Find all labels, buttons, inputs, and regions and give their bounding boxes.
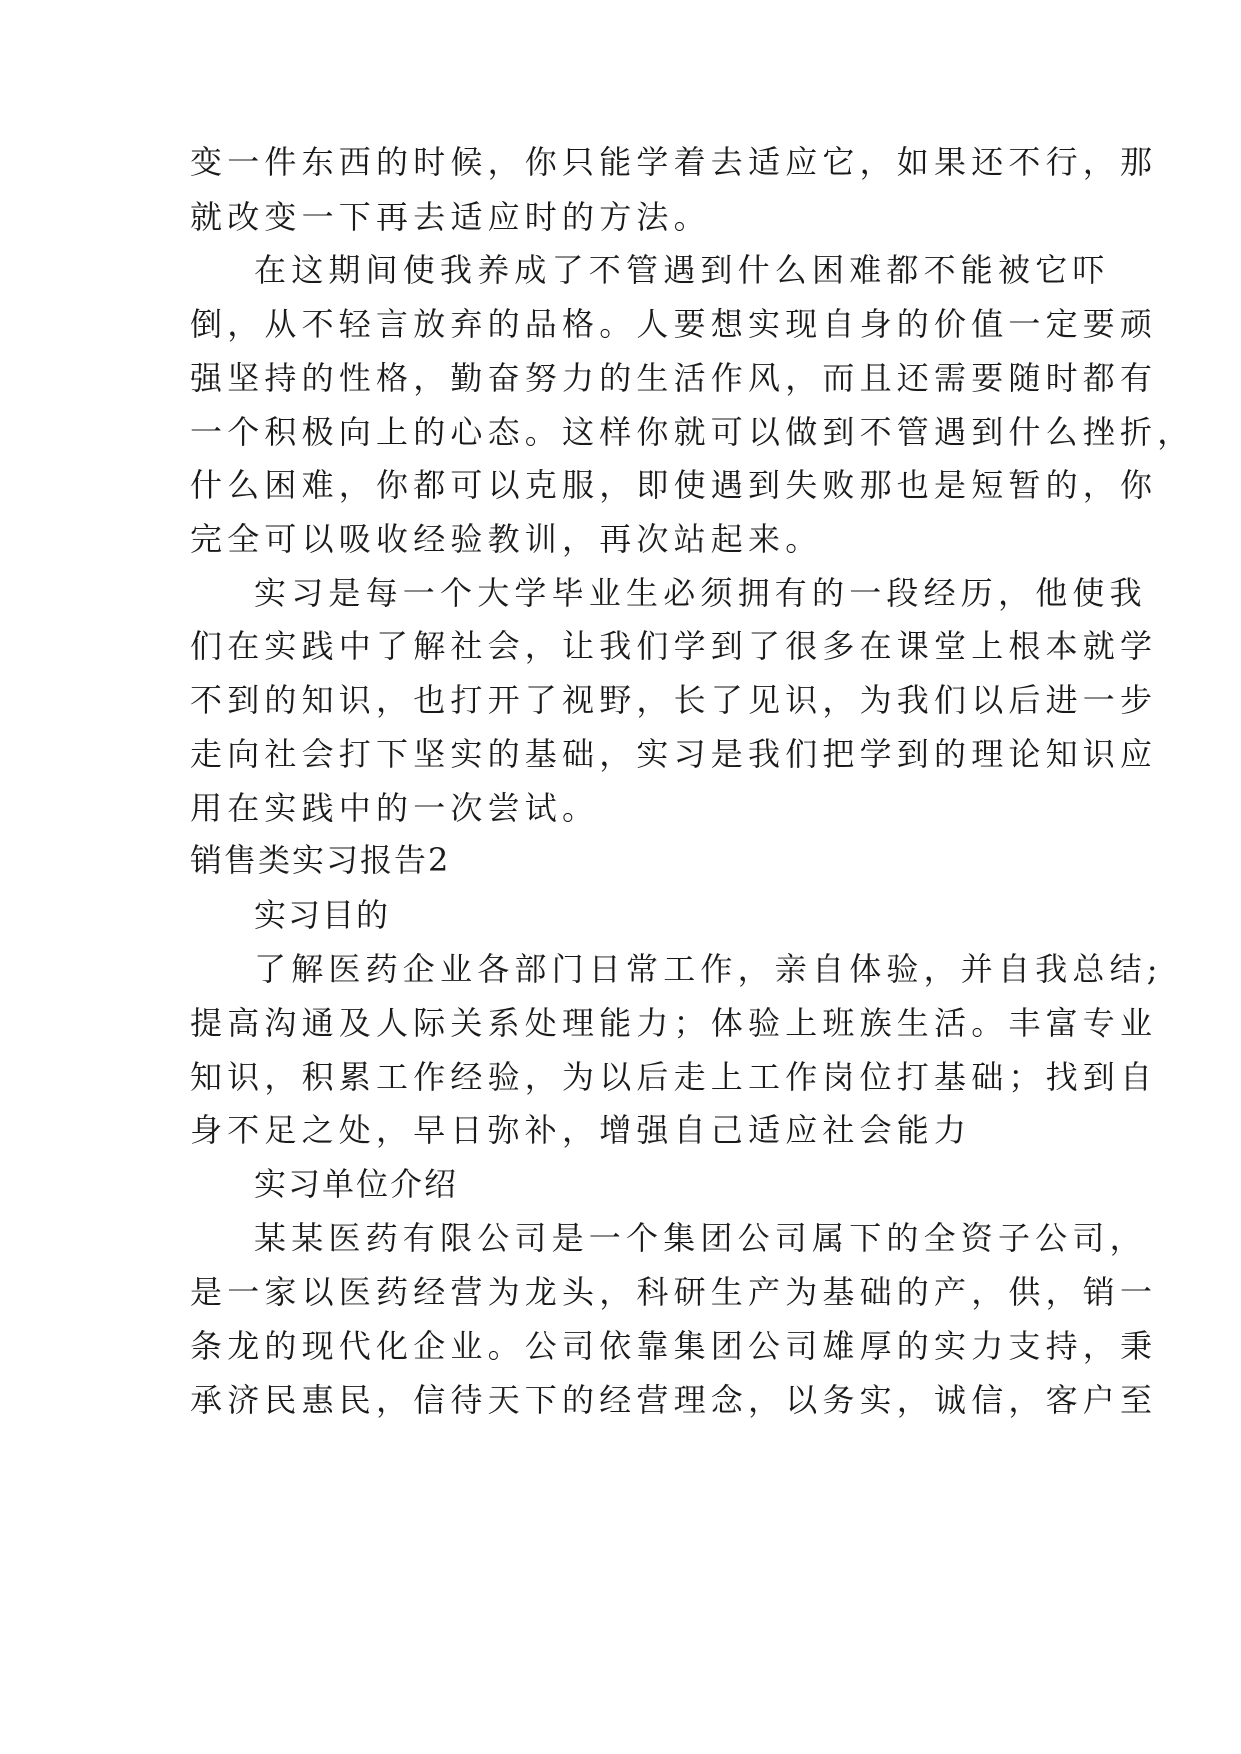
subheading: 实习单位介绍 — [254, 1165, 459, 1203]
paragraph-line: 是一家以医药经营为龙头，科研生产为基础的产，供，销一 — [190, 1273, 1158, 1311]
paragraph-line: 知识，积累工作经验，为以后走上工作岗位打基础；找到自 — [190, 1058, 1158, 1096]
paragraph-line: 变一件东西的时候，你只能学着去适应它，如果还不行，那 — [190, 143, 1158, 181]
paragraph-line: 们在实践中了解社会，让我们学到了很多在课堂上根本就学 — [190, 627, 1158, 665]
paragraph-line: 用在实践中的一次尝试。 — [190, 789, 600, 827]
paragraph-line: 身不足之处，早日弥补，增强自己适应社会能力 — [190, 1111, 972, 1149]
paragraph-line: 一个积极向上的心态。这样你就可以做到不管遇到什么挫折， — [190, 413, 1195, 451]
paragraph-line: 在这期间使我养成了不管遇到什么困难都不能被它吓 — [254, 251, 1110, 289]
paragraph-line: 某某医药有限公司是一个集团公司属下的全资子公司， — [254, 1219, 1147, 1257]
subheading: 实习目的 — [254, 896, 391, 934]
paragraph-line: 提高沟通及人际关系处理能力；体验上班族生活。丰富专业 — [190, 1004, 1158, 1042]
paragraph-line: 承济民惠民，信待天下的经营理念，以务实，诚信，客户至 — [190, 1381, 1158, 1419]
paragraph-line: 条龙的现代化企业。公司依靠集团公司雄厚的实力支持，秉 — [190, 1327, 1158, 1365]
paragraph-line: 强坚持的性格，勤奋努力的生活作风，而且还需要随时都有 — [190, 359, 1158, 397]
paragraph-line: 不到的知识，也打开了视野，长了见识，为我们以后进一步 — [190, 681, 1158, 719]
paragraph-line: 实习是每一个大学毕业生必须拥有的一段经历，他使我 — [254, 574, 1147, 612]
paragraph-line: 就改变一下再去适应时的方法。 — [190, 198, 711, 236]
paragraph-line: 完全可以吸收经验教训，再次站起来。 — [190, 520, 823, 558]
paragraph-line: 了解医药企业各部门日常工作，亲自体验，并自我总结; — [254, 950, 1163, 988]
paragraph-line: 什么困难，你都可以克服，即使遇到失败那也是短暂的，你 — [190, 466, 1158, 504]
paragraph-line: 走向社会打下坚实的基础，实习是我们把学到的理论知识应 — [190, 735, 1158, 773]
paragraph-line: 倒，从不轻言放弃的品格。人要想实现自身的价值一定要顽 — [190, 305, 1158, 343]
section-heading: 销售类实习报告2 — [190, 841, 451, 879]
